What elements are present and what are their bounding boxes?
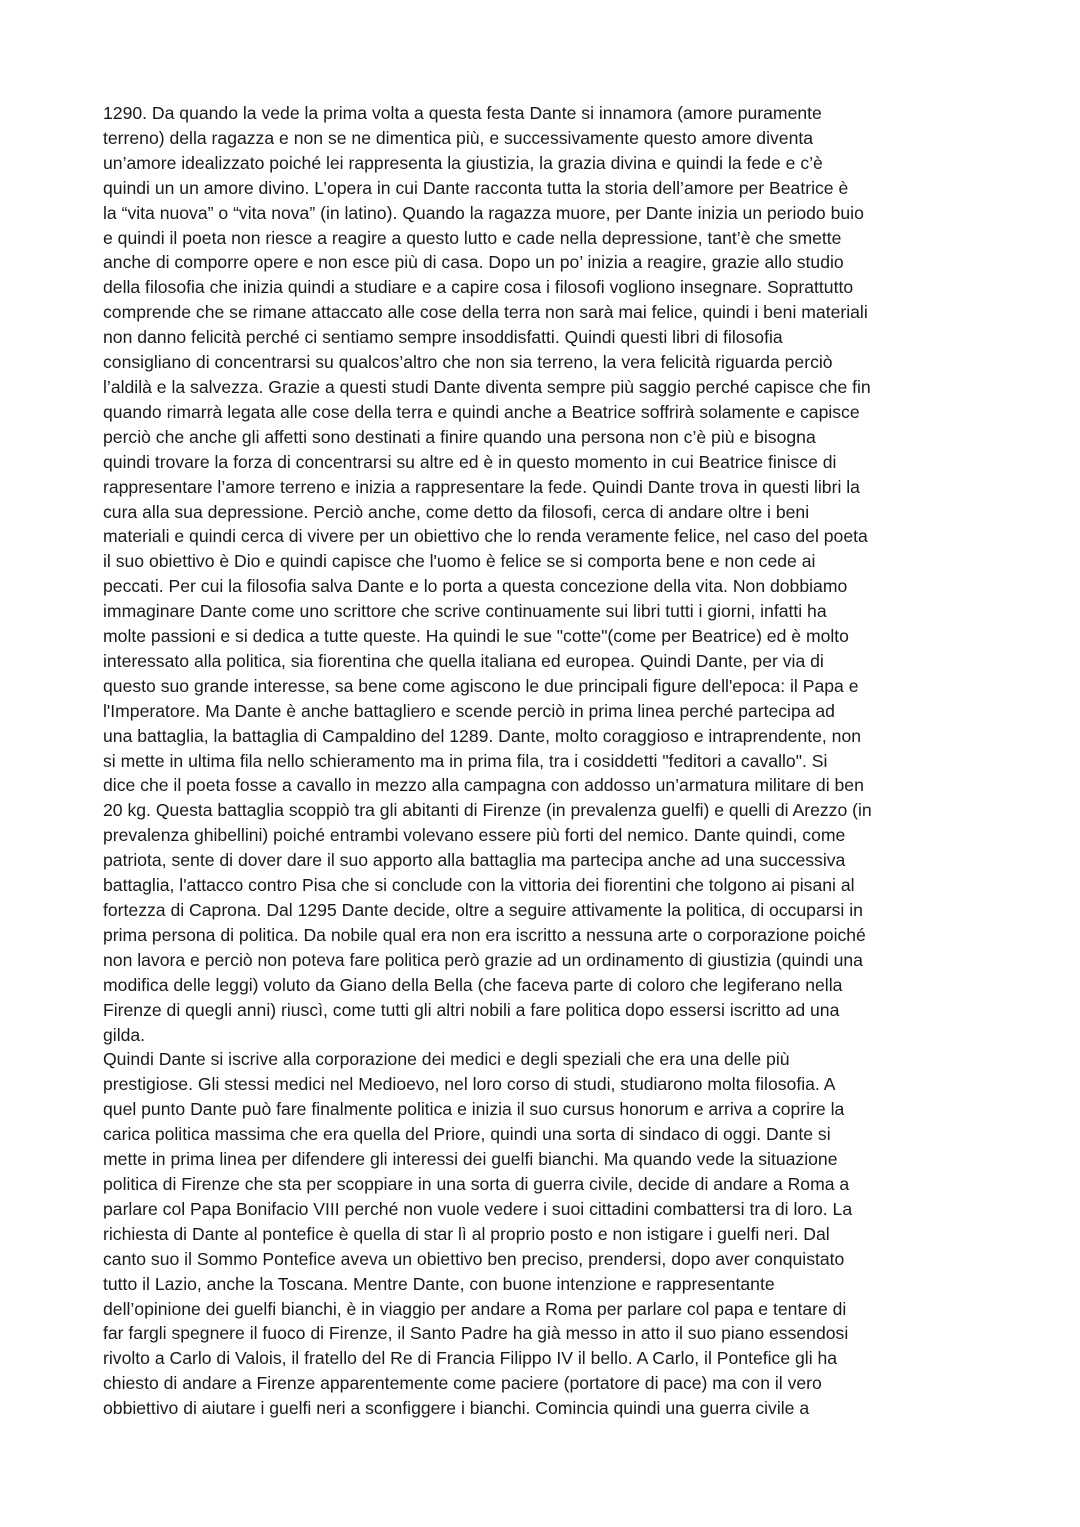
- text-line: patriota, sente di dover dare il suo apporto alla battaglia ma partecipa anche ad una successiva: [103, 850, 846, 871]
- text-line: interessato alla politica, sia fiorentina che quella italiana ed europea. Quindi Dante, per via di: [103, 650, 824, 671]
- text-line: far fargli spegnere il fuoco di Firenze, il Santo Padre ha già messo in atto il suo piano essendosi: [103, 1323, 849, 1344]
- text-line: prestigiose. Gli stessi medici nel Medioevo, nel loro corso di studi, studiarono molta filosofia. A: [103, 1074, 836, 1095]
- text-line: richiesta di Dante al pontefice è quella di star lì al proprio posto e non istigare i guelfi neri. Dal: [103, 1223, 830, 1244]
- text-line: consigliano di concentrarsi su qualcos’altro che non sia terreno, la vera felicità riguarda perciò: [103, 352, 833, 373]
- text-line: un’amore idealizzato poiché lei rappresenta la giustizia, la grazia divina e quindi la fede e c’è: [103, 152, 823, 173]
- text-line: 1290. Da quando la vede la prima volta a questa festa Dante si innamora (amore puramente: [103, 103, 822, 123]
- text-line: prevalenza ghibellini) poiché entrambi volevano essere più forti del nemico. Dante quindi, come: [103, 825, 846, 846]
- text-line: immaginare Dante come uno scrittore che scrive continuamente sui libri tutti i giorni, infatti ha: [103, 601, 827, 622]
- text-line: il suo obiettivo è Dio e quindi capisce che l'uomo è felice se si comporta bene e non cede ai: [103, 551, 816, 572]
- text-line: prima persona di politica. Da nobile qual era non era iscritto a nessuna arte o corporazione poiché: [103, 924, 866, 945]
- text-line: terreno) della ragazza e non se ne dimentica più, e successivamente questo amore diventa: [103, 127, 814, 148]
- text-line: battaglia, l'attacco contro Pisa che si conclude con la vittoria dei fiorentini che tolgono ai pisani al: [103, 875, 855, 896]
- text-line: chiesto di andare a Firenze apparentemente come paciere (portatore di pace) ma con il vero: [103, 1373, 822, 1394]
- text-line: canto suo il Sommo Pontefice aveva un obiettivo ben preciso, prendersi, dopo aver conquistato: [103, 1248, 845, 1269]
- text-line: peccati. Per cui la filosofia salva Dante e lo porta a questa concezione della vita. Non dobbiamo: [103, 576, 848, 597]
- text-line: obbiettivo di aiutare i guelfi neri a sconfiggere i bianchi. Comincia quindi una guerra civile a: [103, 1398, 810, 1419]
- text-line: quel punto Dante può fare finalmente politica e inizia il suo cursus honorum e arriva a coprire la: [103, 1099, 845, 1120]
- text-line: 20 kg. Questa battaglia scoppiò tra gli abitanti di Firenze (in prevalenza guelfi) e quelli di Arezzo (in: [103, 800, 872, 821]
- text-line: carica politica massima che era quella del Priore, quindi una sorta di sindaco di oggi. Dante si: [103, 1124, 831, 1145]
- text-line: gilda.: [103, 1024, 146, 1045]
- text-line: quindi un un amore divino. L’opera in cui Dante racconta tutta la storia dell’amore per Beatrice è: [103, 177, 849, 198]
- text-line: mette in prima linea per difendere gli interessi dei guelfi bianchi. Ma quando vede la situazione: [103, 1149, 838, 1170]
- text-line: anche di comporre opere e non esce più di casa. Dopo un po’ inizia a reagire, grazie allo studio: [103, 252, 844, 273]
- text-line: Quindi Dante si iscrive alla corporazione dei medici e degli speziali che era una delle più: [103, 1049, 790, 1070]
- text-line: cura alla sua depressione. Perciò anche, come detto da filosofi, cerca di andare oltre i beni: [103, 501, 810, 522]
- text-line: e quindi il poeta non riesce a reagire a questo lutto e cade nella depressione, tant’è che smette: [103, 227, 842, 248]
- text-line: molte passioni e si dedica a tutte queste. Ha quindi le sue "cotte"(come per Beatrice) ed è molto: [103, 626, 849, 647]
- text-line: non danno felicità perché ci sentiamo sempre insoddisfatti. Quindi questi libri di filosofia: [103, 327, 783, 348]
- text-line: quindi trovare la forza di concentrarsi su altre ed è in questo momento in cui Beatrice finisce di: [103, 451, 837, 472]
- text-line: tutto il Lazio, anche la Toscana. Mentre Dante, con buone intenzione e rappresentante: [103, 1273, 775, 1294]
- text-line: rappresentare l’amore terreno e inizia a rappresentare la fede. Quindi Dante trova in questi libri la: [103, 476, 860, 497]
- text-line: modifica delle leggi) voluto da Giano della Bella (che faceva parte di coloro che legiferano nella: [103, 974, 843, 995]
- text-line: si mette in ultima fila nello schieramento ma in prima fila, tra i cosiddetti "feditori a cavallo". Si: [103, 750, 828, 771]
- text-line: l'Imperatore. Ma Dante è anche battagliero e scende perciò in prima linea perché partecipa ad: [103, 700, 835, 721]
- text-line: materiali e quindi cerca di vivere per un obiettivo che lo renda veramente felice, nel caso del poeta: [103, 526, 868, 547]
- text-line: la “vita nuova” o “vita nova” (in latino). Quando la ragazza muore, per Dante inizia un periodo buio: [103, 202, 864, 223]
- text-line: rivolto a Carlo di Valois, il fratello del Re di Francia Filippo IV il bello. A Carlo, il Pontefice gli ha: [103, 1348, 838, 1369]
- text-line: parlare col Papa Bonifacio VIII perché non vuole vedere i suoi cittadini combattersi tra di loro. La: [103, 1198, 853, 1219]
- text-line: Firenze di quegli anni) riuscì, come tutti gli altri nobili a fare politica dopo essersi iscritto ad una: [103, 999, 840, 1020]
- text-line: politica di Firenze che sta per scoppiare in una sorta di guerra civile, decide di andare a Roma a: [103, 1173, 850, 1194]
- text-line: dice che il poeta fosse a cavallo in mezzo alla campagna con addosso un’armatura militare di ben: [103, 775, 864, 796]
- text-line: quando rimarrà legata alle cose della terra e quindi anche a Beatrice soffrirà solamente e capisce: [103, 401, 860, 422]
- document-body-text: [103, 101, 983, 1421]
- text-line: fortezza di Caprona. Dal 1295 Dante decide, oltre a seguire attivamente la politica, di occuparsi in: [103, 900, 863, 920]
- text-line: non lavora e perciò non poteva fare politica però grazie ad un ordinamento di giustizia (quindi una: [103, 949, 863, 970]
- text-line: questo suo grande interesse, sa bene come agiscono le due principali figure dell'epoca: il Papa e: [103, 675, 859, 696]
- text-line: dell’opinione dei guelfi bianchi, è in viaggio per andare a Roma per parlare col papa e tentare di: [103, 1298, 847, 1319]
- text-line: perciò che anche gli affetti sono destinati a finire quando una persona non c’è più e bisogna: [103, 426, 816, 447]
- text-line: della filosofia che inizia quindi a studiare e a capire cosa i filosofi vogliono insegnare. Soprattutto: [103, 277, 854, 298]
- text-line: una battaglia, la battaglia di Campaldino del 1289. Dante, molto coraggioso e intraprendente, non: [103, 725, 862, 746]
- text-line: comprende che se rimane attaccato alle cose della terra non sarà mai felice, quindi i beni materiali: [103, 302, 868, 323]
- text-line: l’aldilà e la salvezza. Grazie a questi studi Dante diventa sempre più saggio perché capisce che fin: [103, 376, 871, 397]
